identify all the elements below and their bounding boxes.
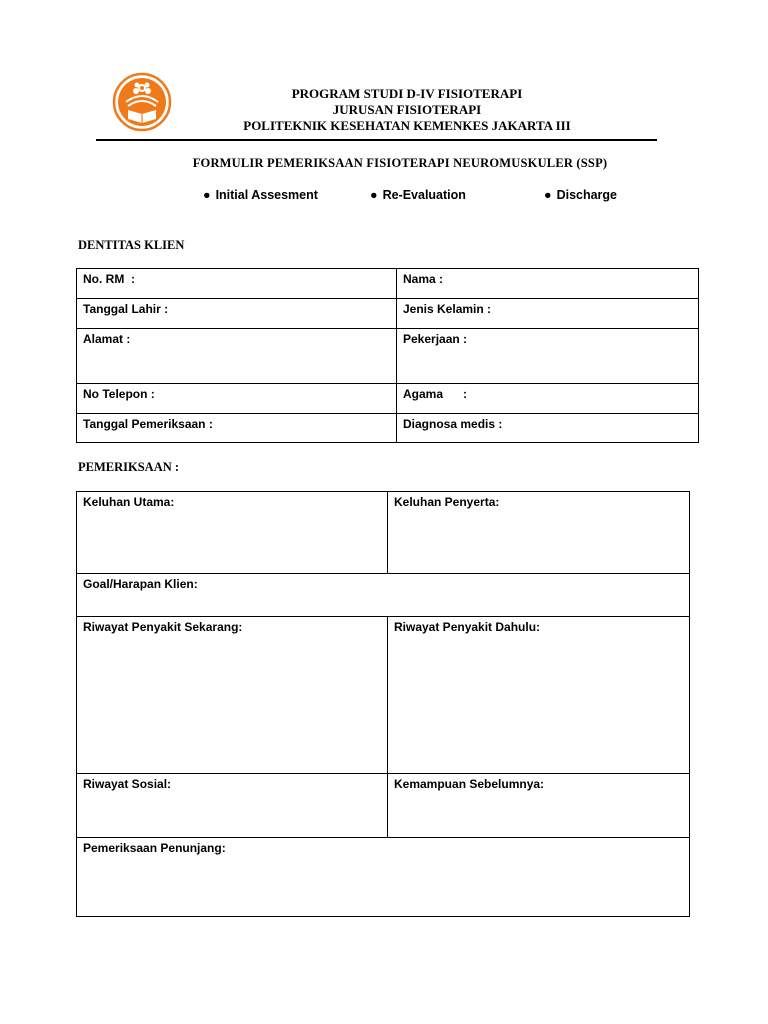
field-no-telepon[interactable]: No Telepon : (77, 384, 397, 414)
identity-table (76, 268, 699, 443)
institution-header (190, 86, 624, 134)
field-tanggal-pemeriksaan[interactable]: Tanggal Pemeriksaan : (77, 414, 397, 443)
field-pekerjaan[interactable]: Pekerjaan : (397, 329, 699, 384)
header-line-department: JURUSAN FISIOTERAPI (332, 102, 482, 117)
option-re-evaluation[interactable]: ● Re-Evaluation (370, 188, 466, 202)
examination-table (76, 491, 690, 917)
field-alamat[interactable]: Alamat : (77, 329, 397, 384)
field-nama[interactable]: Nama : (397, 269, 699, 299)
field-riwayat-penyakit-dahulu[interactable]: Riwayat Penyakit Dahulu: (388, 617, 690, 774)
field-diagnosa-medis[interactable]: Diagnosa medis : (397, 414, 699, 443)
option-discharge[interactable]: ● Discharge (544, 188, 618, 202)
form-title: FORMULIR PEMERIKSAAN FISIOTERAPI NEUROMUSKULER (SSP) (192, 156, 608, 170)
examination-section-title: PEMERIKSAAN : (78, 460, 180, 474)
field-agama[interactable]: Agama : (397, 384, 699, 414)
field-keluhan-utama[interactable]: Keluhan Utama: (77, 492, 388, 574)
field-goal-harapan-klien[interactable]: Goal/Harapan Klien: (77, 574, 690, 617)
field-riwayat-sosial[interactable]: Riwayat Sosial: (77, 774, 388, 838)
field-tanggal-lahir[interactable]: Tanggal Lahir : (77, 299, 397, 329)
field-riwayat-penyakit-sekarang[interactable]: Riwayat Penyakit Sekarang: (77, 617, 388, 774)
university-emblem-icon (112, 72, 172, 132)
field-kemampuan-sebelumnya[interactable]: Kemampuan Sebelumnya: (388, 774, 690, 838)
header-line-program: PROGRAM STUDI D-IV FISIOTERAPI (291, 86, 523, 101)
header-line-institution: POLITEKNIK KESEHATAN KEMENKES JAKARTA III (243, 118, 571, 133)
bullet-icon: ● (370, 188, 378, 202)
header-divider (96, 139, 657, 141)
field-pemeriksaan-penunjang[interactable]: Pemeriksaan Penunjang: (77, 838, 690, 917)
field-no-rm[interactable]: No. RM : (77, 269, 397, 299)
option-initial-assessment[interactable]: ● Initial Assesment (203, 188, 318, 202)
field-keluhan-penyerta[interactable]: Keluhan Penyerta: (388, 492, 690, 574)
identity-section-title: DENTITAS KLIEN (78, 238, 185, 252)
field-jenis-kelamin[interactable]: Jenis Kelamin : (397, 299, 699, 329)
bullet-icon: ● (203, 188, 211, 202)
bullet-icon: ● (544, 188, 552, 202)
